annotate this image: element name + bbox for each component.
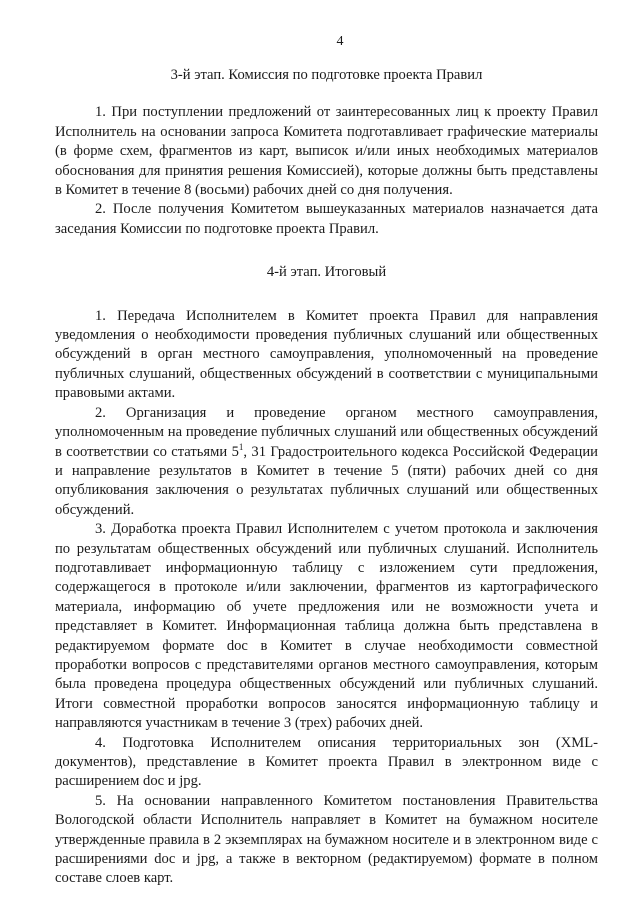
document-body bbox=[55, 66, 598, 889]
stage4-paragraph-4: 4. Подготовка Исполнителем описания территориальных зон (XML-документов), представление в Комитет проекта Правил в электронном виде с расширением doc и jpg. bbox=[55, 734, 598, 790]
stage4-paragraph-5: 5. На основании направленного Комитетом постановления Правительства Вологодской области Исполнитель направляет в Комитет на бумажном носителе утвержденные правила в 2 экземплярах на бумажном носителе и в электронном виде с расширениями doc и jpg, а также в векторном (редактируемом) формате в полном составе слоев карт. bbox=[55, 792, 598, 887]
stage3-heading: 3-й этап. Комиссия по подготовке проекта Правил bbox=[170, 67, 483, 83]
stage4-paragraph-3: 3. Доработка проекта Правил Исполнителем с учетом протокола и заключения по результатам общественных обсуждений или публичных слушаний. Исполнитель подготавливает информационную таблицу с изложением сути предложения, содержащегося в протоколе и/или заключении, фрагментов из картографического материала, информацию об учете предложения или не возможности учета и представляет в Комитет. Информационная таблица должна быть представлена в редактируемом формате doc в Комитет в случае необходимости совместной проработки вопросов с представителями органов местного самоуправления, которым была проведена процедура общественных обсуждений или публичных слушаний. Итоги совместной проработки вопросов заносятся информационную таблицу и направляются участникам в течение 3 (трех) рабочих дней. bbox=[55, 521, 598, 732]
page-number: 4 bbox=[336, 34, 344, 49]
stage3-paragraph-1: 1. При поступлении предложений от заинтересованных лиц к проекту Правил Исполнитель на основании запроса Комитета подготавливает графические материалы (в форме схем, фрагментов из карт, выписок и/или иных необходимых материалов обоснования для принятия решения Комиссией), которые должны быть представлены в Комитет в течение 8 (восьми) рабочих дней со дня получения. bbox=[55, 104, 598, 199]
article-superscript: 1 bbox=[238, 441, 244, 452]
stage4-paragraph-1: 1. Передача Исполнителем в Комитет проекта Правил для направления уведомления о необходимости проведения публичных слушаний или общественных обсуждений в орган местного самоуправления, уполномоченный на проведение публичных слушаний, общественных обсуждений в соответствии с муниципальными правовыми актами. bbox=[55, 307, 598, 402]
stage4-paragraph-2 bbox=[55, 404, 598, 520]
stage3-paragraph-2: 2. После получения Комитетом вышеуказанных материалов назначается дата заседания Комиссии по подготовке проекта Правил. bbox=[55, 201, 598, 237]
stage4-paragraph-2-start: 2. Организация и проведение органом местного самоуправления, уполномоченным на проведение публичных слушаний или общественных обсуждений в соответствии со статьями 5 bbox=[55, 404, 598, 460]
stage4-paragraph-2-end: , 31 Градостроительного кодекса Российской Федерации и направление результатов в Комитет в течение 5 (пяти) рабочих дней со дня опубликования заключения о результатах публичных слушаний или общественных обсуждений. bbox=[55, 443, 598, 518]
stage4-heading: 4-й этап. Итоговый bbox=[266, 264, 387, 281]
